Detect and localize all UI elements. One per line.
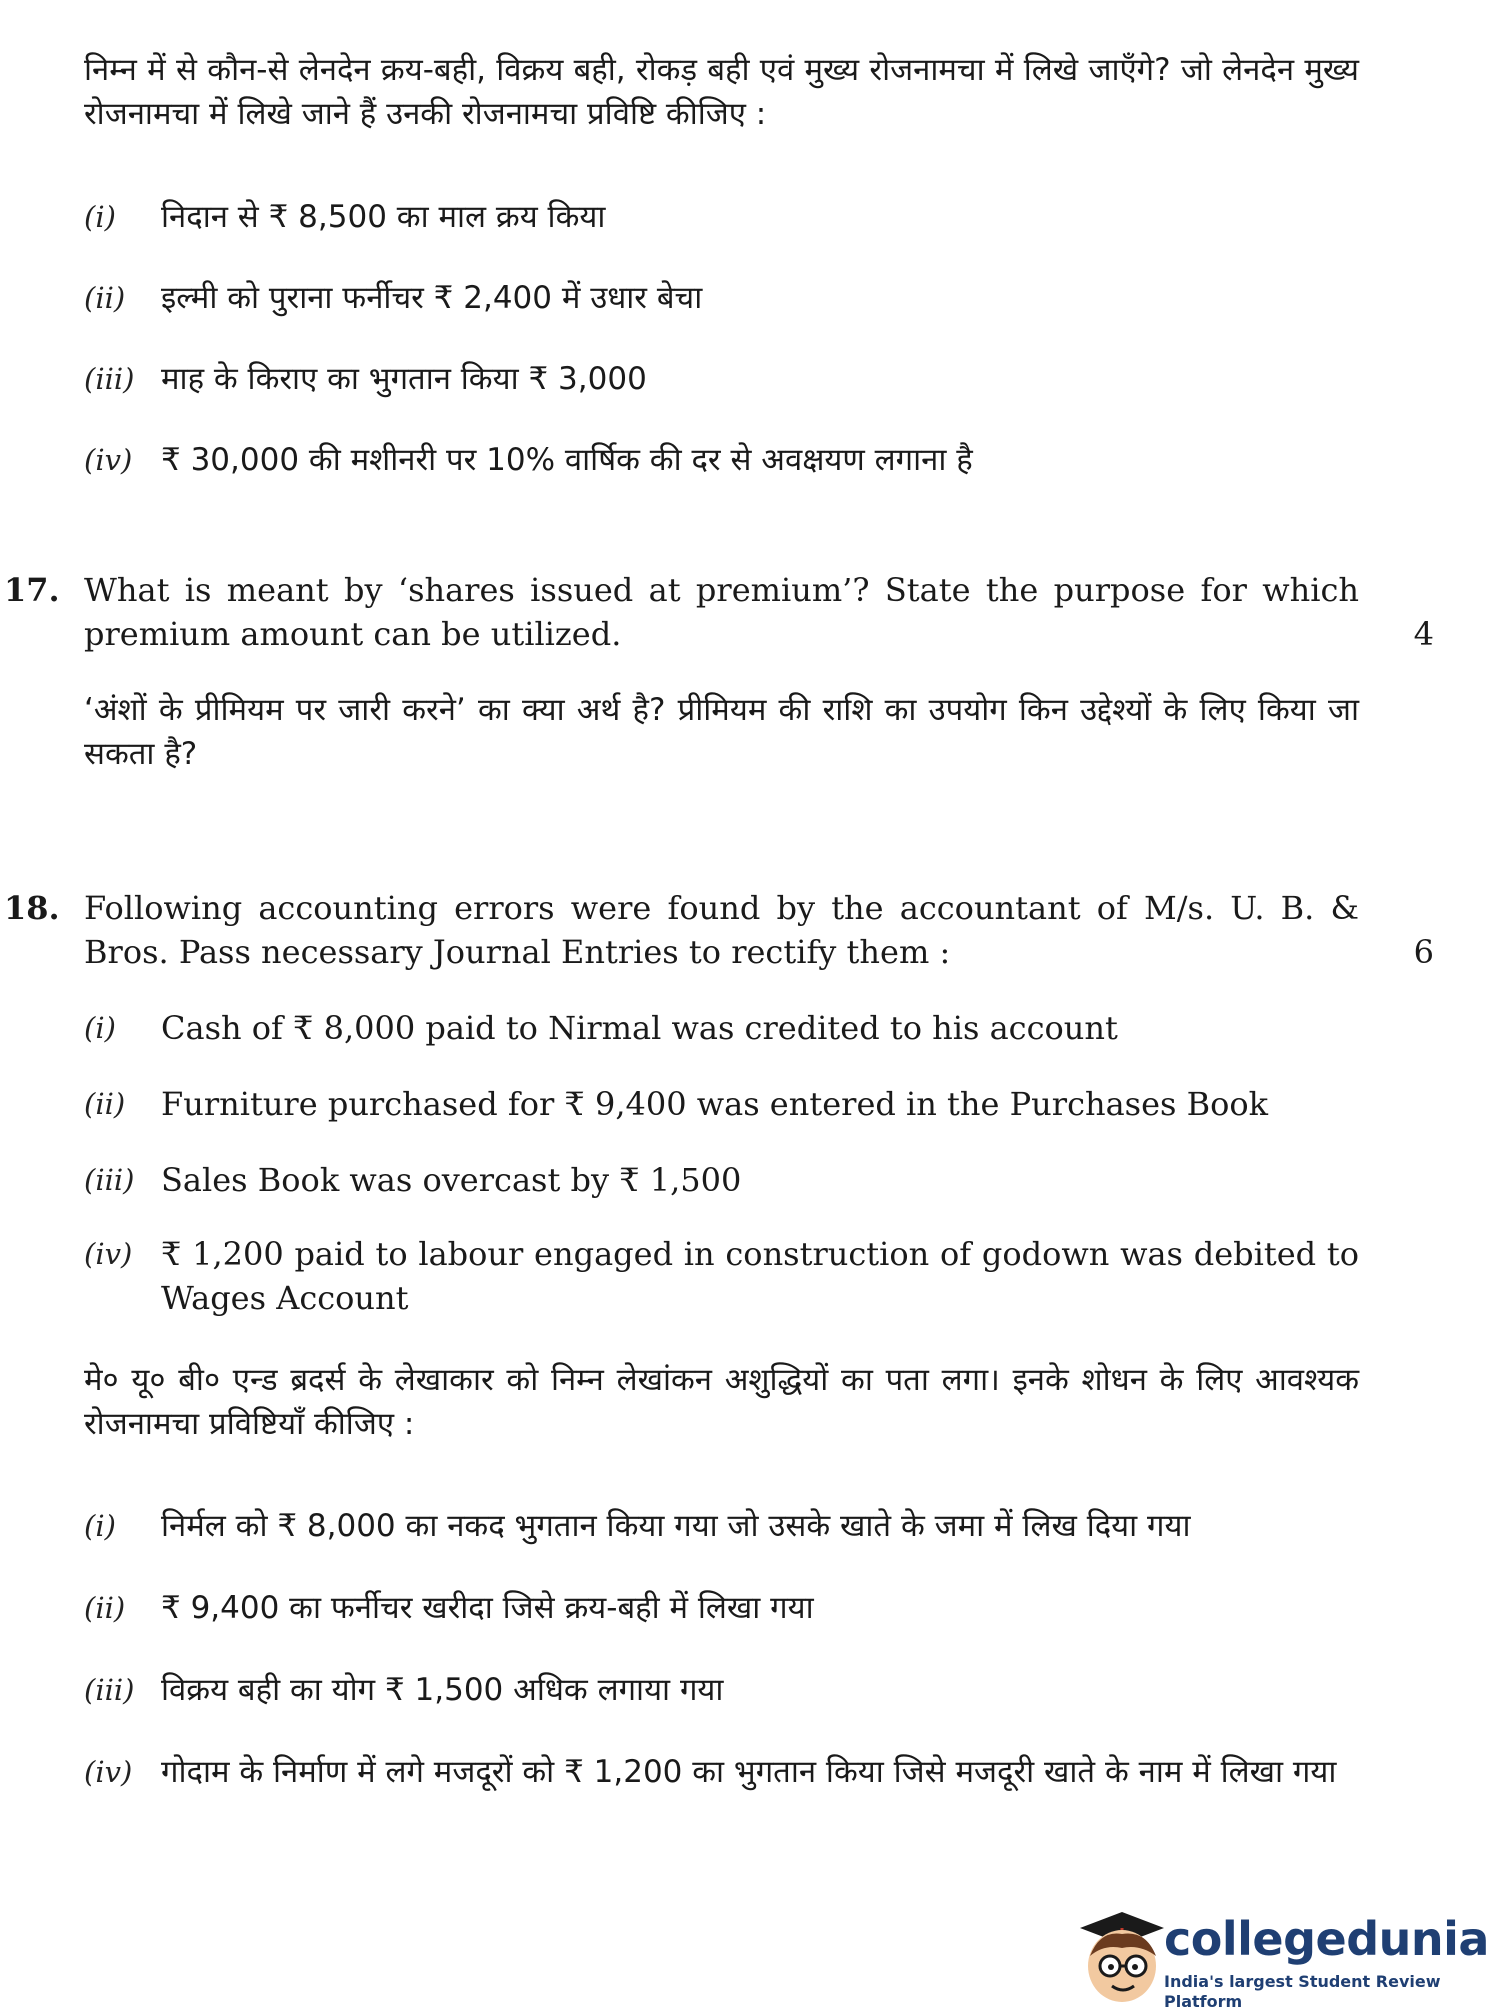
item-text: ₹ 9,400 का फर्नीचर खरीदा जिसे क्रय-बही में लिखा गया	[161, 1590, 814, 1626]
item-number: (ii)	[84, 1087, 126, 1121]
item-number: (i)	[84, 1011, 116, 1045]
item-text: निदान से ₹ 8,500 का माल क्रय किया	[161, 199, 606, 235]
item-text: विक्रय बही का योग ₹ 1,500 अधिक लगाया गया	[161, 1672, 724, 1708]
question-number: 17.	[4, 571, 60, 609]
item-number: (i)	[84, 1509, 116, 1543]
item-number: (ii)	[84, 1591, 126, 1625]
q16-intro-hindi: निम्न में से कौन-से लेनदेन क्रय-बही, विक्रय बही, रोकड़ बही एवं मुख्य रोजनामचा में लिखे जाएँगे? जो लेनदेन मुख्य रोजनामचा में लिखे जाने हैं उनकी रोजनामचा प्रविष्टि कीजिए :	[84, 52, 1359, 132]
q18-item-en-2	[84, 1082, 1359, 1126]
item-text: Furniture purchased for ₹ 9,400 was entered in the Purchases Book	[161, 1085, 1269, 1123]
item-number: (iii)	[84, 362, 135, 396]
q17-text-english: What is meant by ‘shares issued at premium’? State the purpose for which premium amount can be utilized.	[84, 571, 1359, 653]
q16-item-4	[84, 438, 1359, 482]
q18-marks: 6	[1413, 933, 1434, 971]
brand-tagline: India's largest Student Review Platform	[1164, 1972, 1441, 2011]
brand-name: collegedunia	[1164, 1912, 1489, 1966]
q16-item-2	[84, 276, 1359, 320]
item-number: (iv)	[84, 1237, 133, 1271]
item-number: (iv)	[84, 443, 133, 477]
q18-item-hi-4	[84, 1750, 1359, 1794]
item-number: (ii)	[84, 281, 126, 315]
q17-heading	[4, 568, 1359, 656]
q17-text-hindi: ‘अंशों के प्रीमियम पर जारी करने’ का क्या अर्थ है? प्रीमियम की राशि का उपयोग किन उद्देश्यों के लिए किया जा सकता है?	[84, 692, 1359, 772]
item-number: (i)	[84, 200, 116, 234]
q18-item-en-1	[84, 1006, 1359, 1050]
q18-item-hi-3	[84, 1668, 1359, 1712]
item-text: Cash of ₹ 8,000 paid to Nirmal was credited to his account	[161, 1009, 1118, 1047]
q18-item-hi-2	[84, 1586, 1359, 1630]
mascot-icon	[1080, 1912, 1164, 2002]
item-number: (iv)	[84, 1755, 133, 1789]
item-text: ₹ 30,000 की मशीनरी पर 10% वार्षिक की दर से अवक्षयण लगाना है	[161, 442, 973, 478]
question-number: 18.	[4, 889, 60, 927]
q18-heading	[4, 886, 1359, 974]
q18-item-hi-1	[84, 1504, 1359, 1548]
item-text: माह के किराए का भुगतान किया ₹ 3,000	[161, 361, 647, 397]
item-text: इल्मी को पुराना फर्नीचर ₹ 2,400 में उधार बेचा	[161, 280, 703, 316]
q18-text-english: Following accounting errors were found by the accountant of M/s. U. B. & Bros. Pass necessary Journal Entries to rectify them :	[84, 889, 1359, 971]
q17-marks: 4	[1413, 615, 1434, 653]
q18-text-hindi: मे० यू० बी० एन्ड ब्रदर्स के लेखाकार को निम्न लेखांकन अशुद्धियों का पता लगा। इनके शोधन के लिए आवश्यक रोजनामचा प्रविष्टियाँ कीजिए :	[84, 1362, 1359, 1442]
item-text: निर्मल को ₹ 8,000 का नकद भुगतान किया गया जो उसके खाते के जमा में लिख दिया गया	[161, 1508, 1191, 1544]
item-text: ₹ 1,200 paid to labour engaged in construction of godown was debited to Wages Account	[161, 1235, 1359, 1317]
q16-item-1	[84, 195, 1359, 239]
item-text: गोदाम के निर्माण में लगे मजदूरों को ₹ 1,200 का भुगतान किया जिसे मजदूरी खाते के नाम में लिखा गया	[161, 1754, 1337, 1790]
q18-item-en-3	[84, 1158, 1359, 1202]
q18-item-en-4	[84, 1232, 1359, 1320]
item-number: (iii)	[84, 1163, 135, 1197]
item-number: (iii)	[84, 1673, 135, 1707]
item-text: Sales Book was overcast by ₹ 1,500	[161, 1161, 742, 1199]
q16-item-3	[84, 357, 1359, 401]
